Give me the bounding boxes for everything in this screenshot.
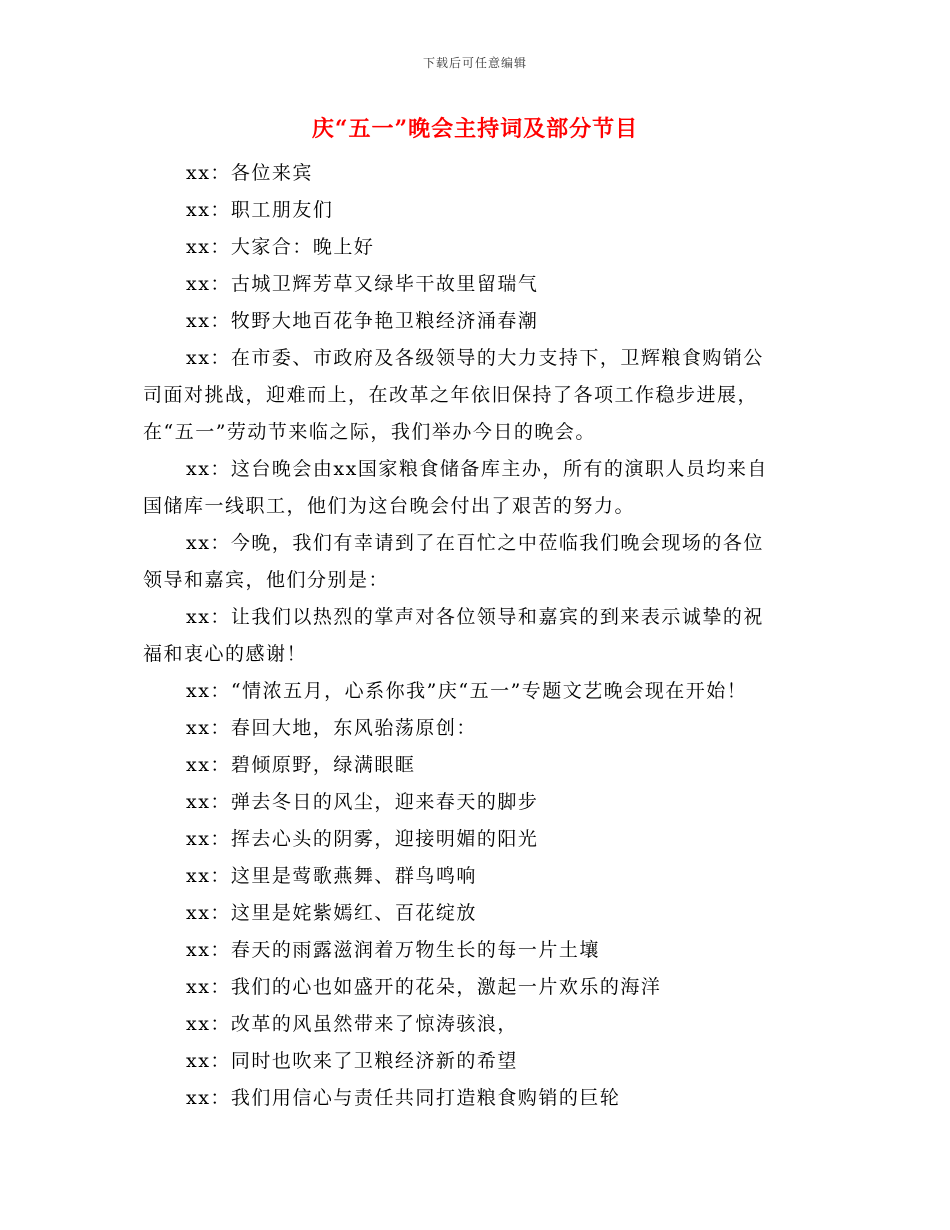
paragraph xyxy=(143,599,813,673)
paragraph-line: xx：同时也吹来了卫粮经济新的希望 xyxy=(186,1050,518,1072)
paragraph xyxy=(143,969,813,1006)
paragraph-line: xx：牧野大地百花争艳卫粮经济涌春潮 xyxy=(186,310,539,332)
paragraph xyxy=(143,895,813,932)
paragraph-line: xx：我们用信心与责任共同打造粮食购销的巨轮 xyxy=(186,1087,621,1109)
paragraph xyxy=(143,155,813,192)
paragraph xyxy=(143,1080,813,1117)
document-body xyxy=(143,155,813,1117)
paragraph xyxy=(143,525,813,599)
paragraph-line: 国储库一线职工，他们为这台晚会付出了艰苦的努力。 xyxy=(143,495,636,517)
paragraph-line: xx：碧倾原野，绿满眼眶 xyxy=(186,754,416,776)
paragraph-line: xx：我们的心也如盛开的花朵，激起一片欢乐的海洋 xyxy=(186,976,662,998)
paragraph xyxy=(143,747,813,784)
paragraph-line: xx：这里是姹紫嫣红、百花绽放 xyxy=(186,902,477,924)
paragraph xyxy=(143,229,813,266)
paragraph xyxy=(143,340,813,451)
paragraph-line: xx：让我们以热烈的掌声对各位领导和嘉宾的到来表示诚挚的祝 xyxy=(186,606,764,628)
paragraph-line: 司面对挑战，迎难而上，在改革之年依旧保持了各项工作稳步进展， xyxy=(143,384,759,406)
paragraph-line: 领导和嘉宾，他们分别是： xyxy=(143,569,390,591)
paragraph xyxy=(143,192,813,229)
paragraph xyxy=(143,303,813,340)
paragraph-line: xx：“情浓五月，心系你我”庆“五一”专题文艺晚会现在开始！ xyxy=(186,680,748,702)
paragraph-line: xx：挥去心头的阴雾，迎接明媚的阳光 xyxy=(186,828,539,850)
paragraph xyxy=(143,673,813,710)
paragraph-line: xx：这台晚会由xx国家粮食储备库主办，所有的演职人员均来自 xyxy=(186,458,768,480)
paragraph-line: 福和衷心的感谢！ xyxy=(143,643,308,665)
paragraph-line: xx：春回大地，东风骀荡原创： xyxy=(186,717,477,739)
paragraph xyxy=(143,932,813,969)
paragraph-line: xx：春天的雨露滋润着万物生长的每一片土壤 xyxy=(186,939,600,961)
page-header-note: 下载后可任意编辑 xyxy=(422,56,527,70)
paragraph-line: xx：弹去冬日的风尘，迎来春天的脚步 xyxy=(186,791,539,813)
paragraph-line: xx：今晚，我们有幸请到了在百忙之中莅临我们晚会现场的各位 xyxy=(186,532,764,554)
paragraph xyxy=(143,1043,813,1080)
paragraph-line: xx：职工朋友们 xyxy=(186,199,334,221)
paragraph xyxy=(143,858,813,895)
paragraph-line: xx：在市委、市政府及各级领导的大力支持下，卫辉粮食购销公 xyxy=(186,347,764,369)
paragraph-line: 在“五一”劳动节来临之际，我们举办今日的晚会。 xyxy=(143,421,596,443)
paragraph xyxy=(143,451,813,525)
paragraph-line: xx：改革的风虽然带来了惊涛骇浪， xyxy=(186,1013,518,1035)
document-title: 庆“五一”晚会主持词及部分节目 xyxy=(311,116,639,142)
paragraph-line: xx：大家合：晚上好 xyxy=(186,236,375,258)
paragraph xyxy=(143,784,813,821)
paragraph-line: xx：各位来宾 xyxy=(186,162,313,184)
paragraph-line: xx：这里是莺歌燕舞、群鸟鸣响 xyxy=(186,865,477,887)
paragraph xyxy=(143,266,813,303)
paragraph xyxy=(143,710,813,747)
paragraph xyxy=(143,1006,813,1043)
paragraph xyxy=(143,821,813,858)
paragraph-line: xx：古城卫辉芳草又绿毕干故里留瑞气 xyxy=(186,273,539,295)
